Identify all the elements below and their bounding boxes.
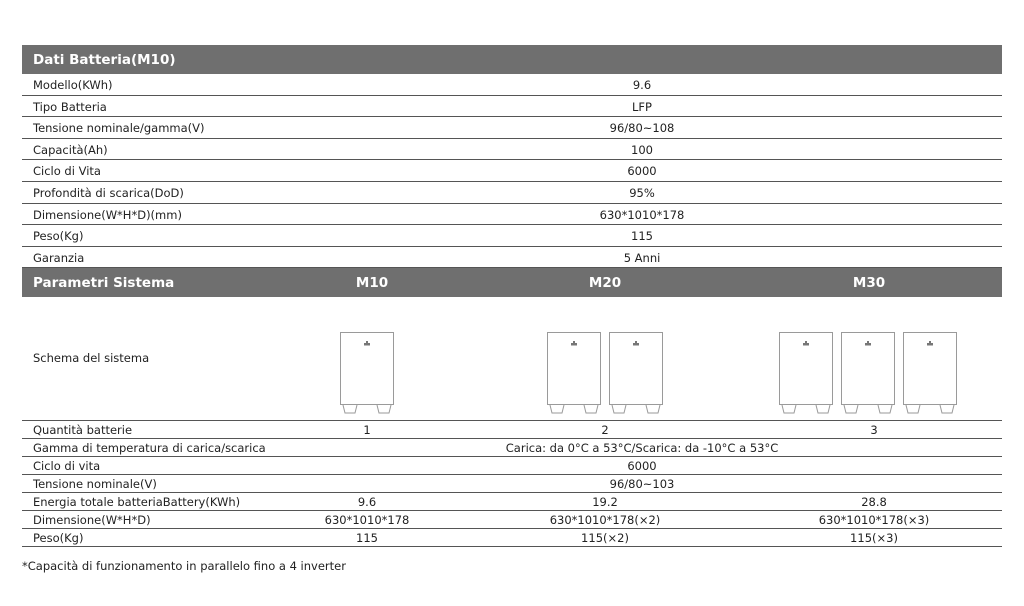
row-label: Ciclo di Vita	[33, 164, 101, 179]
system-header	[22, 268, 1002, 297]
battery-table	[22, 74, 1002, 268]
row-label: Tensione nominale(V)	[33, 477, 157, 492]
row-label: Dimensione(W*H*D)(mm)	[33, 207, 182, 222]
footnote: *Capacità di funzionamento in parallelo fino a 4 inverter	[22, 559, 346, 573]
row-value-m30: 28.8	[861, 495, 887, 510]
row-label: Tipo Batteria	[33, 99, 107, 114]
battery-header	[22, 45, 1002, 74]
system-table	[22, 421, 1002, 547]
row-value: 96/80~108	[609, 121, 675, 136]
row-value-m20: 19.2	[592, 495, 618, 510]
table-row	[22, 204, 1002, 226]
battery-cabinet-icon	[547, 332, 601, 414]
battery-cabinet-icon	[340, 332, 394, 414]
row-value-m20: 2	[601, 423, 609, 438]
column-m20: M20	[588, 275, 622, 292]
battery-cabinet-icon	[903, 332, 957, 414]
row-label: Modello(KWh)	[33, 78, 113, 92]
row-label: Peso(Kg)	[33, 229, 84, 244]
row-value-m30: 115(×3)	[850, 531, 898, 546]
row-label: Quantità batterie	[33, 423, 133, 438]
row-value-m10: 9.6	[357, 495, 377, 510]
battery-cabinet-icon	[609, 332, 663, 414]
table-row	[22, 182, 1002, 204]
row-label: Energia totale batteriaBattery(KWh)	[33, 495, 241, 510]
table-row	[22, 475, 1002, 493]
spec-sheet	[22, 45, 1002, 547]
battery-title: Dati Batteria(M10)	[33, 52, 176, 68]
row-value-m20: 630*1010*178(×2)	[549, 513, 661, 528]
row-label: Ciclo di vita	[33, 459, 101, 474]
table-row	[22, 421, 1002, 439]
row-value: 115	[631, 229, 653, 244]
row-value-m20: 115(×2)	[581, 531, 629, 546]
row-value-m30: 630*1010*178(×3)	[818, 513, 930, 528]
table-row	[22, 139, 1002, 161]
table-row	[22, 493, 1002, 511]
row-value-span: 6000	[627, 459, 657, 474]
row-label: Peso(Kg)	[33, 531, 84, 546]
row-value: 630*1010*178	[599, 207, 685, 222]
row-value: 9.6	[632, 78, 652, 92]
row-value: 95%	[629, 185, 655, 200]
table-row	[22, 511, 1002, 529]
row-label: Dimensione(W*H*D)	[33, 513, 151, 528]
table-row	[22, 529, 1002, 547]
diagram-label: Schema del sistema	[33, 351, 150, 366]
system-diagram-row	[22, 297, 1002, 421]
row-value: LFP	[632, 99, 652, 114]
row-value-span: 96/80~103	[609, 477, 675, 492]
row-value-span: Carica: da 0°C a 53°C/Scarica: da -10°C a 53°C	[505, 441, 779, 456]
row-value: 100	[631, 142, 653, 157]
system-title: Parametri Sistema	[33, 275, 175, 292]
table-row	[22, 96, 1002, 118]
row-value-m10: 1	[363, 423, 371, 438]
table-row	[22, 225, 1002, 247]
column-m30: M30	[852, 275, 886, 292]
row-value-m30: 3	[870, 423, 878, 438]
row-value: 6000	[627, 164, 657, 179]
table-row	[22, 457, 1002, 475]
column-m10: M10	[355, 275, 389, 292]
row-value-m10: 630*1010*178	[324, 513, 410, 528]
table-row	[22, 117, 1002, 139]
row-label: Profondità di scarica(DoD)	[33, 185, 184, 200]
row-label: Garanzia	[33, 250, 85, 265]
row-label: Capacità(Ah)	[33, 142, 108, 157]
row-label: Tensione nominale/gamma(V)	[33, 121, 205, 136]
table-row	[22, 247, 1002, 269]
battery-cabinet-icon	[779, 332, 833, 414]
table-row	[22, 439, 1002, 457]
row-value-m10: 115	[356, 531, 378, 546]
battery-cabinet-icon	[841, 332, 895, 414]
row-label: Gamma di temperatura di carica/scarica	[33, 441, 266, 456]
row-value: 5 Anni	[623, 250, 661, 265]
table-row	[22, 160, 1002, 182]
table-row	[22, 74, 1002, 96]
